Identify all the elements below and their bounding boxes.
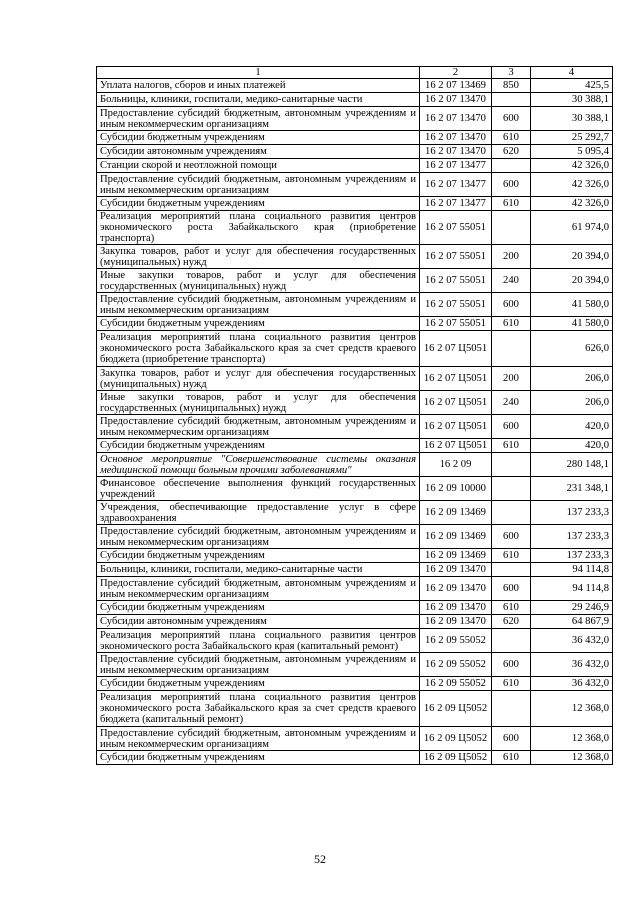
row-expense-type-cell: 850 bbox=[492, 79, 531, 93]
table-body bbox=[97, 79, 613, 765]
row-expense-type-cell: 600 bbox=[492, 653, 531, 677]
row-code-cell: 16 2 07 Ц5051 bbox=[420, 367, 492, 391]
table-row bbox=[97, 525, 613, 549]
row-name-cell: Предоставление субсидий бюджетным, автономным учреждениям и иным некоммерческим организациям bbox=[97, 653, 420, 677]
row-name-cell: Предоставление субсидий бюджетным, автономным учреждениям и иным некоммерческим организациям bbox=[97, 577, 420, 601]
row-code-cell: 16 2 09 13470 bbox=[420, 563, 492, 577]
row-code-cell: 16 2 09 13470 bbox=[420, 601, 492, 615]
row-amount-cell: 137 233,3 bbox=[531, 549, 613, 563]
table-row bbox=[97, 615, 613, 629]
row-name-cell: Предоставление субсидий бюджетным, автономным учреждениям и иным некоммерческим организациям bbox=[97, 525, 420, 549]
row-name-cell: Предоставление субсидий бюджетным, автономным учреждениям и иным некоммерческим организациям bbox=[97, 293, 420, 317]
row-code-cell: 16 2 09 Ц5052 bbox=[420, 727, 492, 751]
row-name-cell: Субсидии бюджетным учреждениям bbox=[97, 439, 420, 453]
row-name-cell: Реализация мероприятий плана социального развития центров экономического роста Забайкальского края за счет средств краевого бюджета (приобретение транспорта) bbox=[97, 331, 420, 367]
row-expense-type-cell bbox=[492, 501, 531, 525]
row-expense-type-cell: 620 bbox=[492, 145, 531, 159]
row-name-cell: Субсидии автономным учреждениям bbox=[97, 145, 420, 159]
row-name-cell: Субсидии бюджетным учреждениям bbox=[97, 601, 420, 615]
row-code-cell: 16 2 09 13470 bbox=[420, 577, 492, 601]
row-expense-type-cell: 600 bbox=[492, 727, 531, 751]
row-code-cell: 16 2 09 13469 bbox=[420, 501, 492, 525]
table-row bbox=[97, 197, 613, 211]
column-header-1: 1 bbox=[97, 67, 420, 79]
row-amount-cell: 61 974,0 bbox=[531, 211, 613, 245]
row-expense-type-cell: 200 bbox=[492, 245, 531, 269]
page-number: 52 bbox=[314, 852, 326, 866]
row-amount-cell: 42 326,0 bbox=[531, 173, 613, 197]
column-header-2: 2 bbox=[420, 67, 492, 79]
row-expense-type-cell: 610 bbox=[492, 677, 531, 691]
row-code-cell: 16 2 07 13469 bbox=[420, 79, 492, 93]
table-row bbox=[97, 211, 613, 245]
row-code-cell: 16 2 07 Ц5051 bbox=[420, 415, 492, 439]
row-amount-cell: 94 114,8 bbox=[531, 577, 613, 601]
row-expense-type-cell bbox=[492, 211, 531, 245]
row-code-cell: 16 2 09 bbox=[420, 453, 492, 477]
row-code-cell: 16 2 09 13469 bbox=[420, 549, 492, 563]
row-code-cell: 16 2 07 55051 bbox=[420, 293, 492, 317]
row-expense-type-cell bbox=[492, 331, 531, 367]
table-row bbox=[97, 367, 613, 391]
table-row bbox=[97, 173, 613, 197]
row-amount-cell: 206,0 bbox=[531, 367, 613, 391]
row-expense-type-cell: 600 bbox=[492, 415, 531, 439]
row-expense-type-cell: 600 bbox=[492, 525, 531, 549]
table-row bbox=[97, 93, 613, 107]
row-amount-cell: 20 394,0 bbox=[531, 269, 613, 293]
row-amount-cell: 5 095,4 bbox=[531, 145, 613, 159]
table-row bbox=[97, 159, 613, 173]
row-code-cell: 16 2 09 Ц5052 bbox=[420, 691, 492, 727]
row-name-cell: Субсидии бюджетным учреждениям bbox=[97, 197, 420, 211]
row-amount-cell: 30 388,1 bbox=[531, 93, 613, 107]
row-code-cell: 16 2 07 55051 bbox=[420, 317, 492, 331]
row-name-cell: Уплата налогов, сборов и иных платежей bbox=[97, 79, 420, 93]
row-code-cell: 16 2 09 10000 bbox=[420, 477, 492, 501]
row-amount-cell: 64 867,9 bbox=[531, 615, 613, 629]
row-code-cell: 16 2 07 13477 bbox=[420, 159, 492, 173]
row-name-cell: Предоставление субсидий бюджетным, автономным учреждениям и иным некоммерческим организациям bbox=[97, 107, 420, 131]
table-row bbox=[97, 293, 613, 317]
row-name-cell: Иные закупки товаров, работ и услуг для обеспечения государственных (муниципальных) нужд bbox=[97, 391, 420, 415]
row-amount-cell: 12 368,0 bbox=[531, 727, 613, 751]
row-expense-type-cell: 610 bbox=[492, 131, 531, 145]
row-amount-cell: 626,0 bbox=[531, 331, 613, 367]
row-amount-cell: 420,0 bbox=[531, 439, 613, 453]
row-name-cell: Предоставление субсидий бюджетным, автономным учреждениям и иным некоммерческим организациям bbox=[97, 727, 420, 751]
row-amount-cell: 137 233,3 bbox=[531, 501, 613, 525]
table-row bbox=[97, 79, 613, 93]
row-name-cell: Больницы, клиники, госпитали, медико-санитарные части bbox=[97, 93, 420, 107]
row-expense-type-cell bbox=[492, 453, 531, 477]
row-amount-cell: 425,5 bbox=[531, 79, 613, 93]
row-name-cell: Предоставление субсидий бюджетным, автономным учреждениям и иным некоммерческим организациям bbox=[97, 173, 420, 197]
row-name-cell: Субсидии бюджетным учреждениям bbox=[97, 751, 420, 765]
row-expense-type-cell bbox=[492, 93, 531, 107]
row-expense-type-cell bbox=[492, 691, 531, 727]
row-amount-cell: 20 394,0 bbox=[531, 245, 613, 269]
row-code-cell: 16 2 07 13470 bbox=[420, 145, 492, 159]
row-amount-cell: 231 348,1 bbox=[531, 477, 613, 501]
row-expense-type-cell bbox=[492, 477, 531, 501]
table-row bbox=[97, 727, 613, 751]
row-expense-type-cell: 610 bbox=[492, 549, 531, 563]
table-row bbox=[97, 107, 613, 131]
row-name-cell: Учреждения, обеспечивающие предоставление услуг в сфере здравоохранения bbox=[97, 501, 420, 525]
row-code-cell: 16 2 09 Ц5052 bbox=[420, 751, 492, 765]
table-row bbox=[97, 415, 613, 439]
row-name-cell: Основное мероприятие "Совершенствование системы оказания медицинской помощи больным прочими заболеваниями" bbox=[97, 453, 420, 477]
table-header-row bbox=[97, 67, 613, 79]
table-row bbox=[97, 331, 613, 367]
row-code-cell: 16 2 09 55052 bbox=[420, 677, 492, 691]
row-amount-cell: 42 326,0 bbox=[531, 159, 613, 173]
row-name-cell: Финансовое обеспечение выполнения функций государственных учреждений bbox=[97, 477, 420, 501]
row-amount-cell: 137 233,3 bbox=[531, 525, 613, 549]
row-expense-type-cell: 240 bbox=[492, 391, 531, 415]
row-name-cell: Реализация мероприятий плана социального развития центров экономического роста Забайкальского края (приобретение транспорта) bbox=[97, 211, 420, 245]
row-code-cell: 16 2 07 55051 bbox=[420, 211, 492, 245]
row-code-cell: 16 2 07 13477 bbox=[420, 173, 492, 197]
row-expense-type-cell: 610 bbox=[492, 601, 531, 615]
row-amount-cell: 12 368,0 bbox=[531, 751, 613, 765]
row-expense-type-cell: 600 bbox=[492, 293, 531, 317]
row-expense-type-cell: 600 bbox=[492, 577, 531, 601]
row-name-cell: Реализация мероприятий плана социального развития центров экономического роста Забайкальского края (капитальный ремонт) bbox=[97, 629, 420, 653]
row-expense-type-cell: 610 bbox=[492, 439, 531, 453]
table-row bbox=[97, 677, 613, 691]
row-amount-cell: 30 388,1 bbox=[531, 107, 613, 131]
row-amount-cell: 41 580,0 bbox=[531, 317, 613, 331]
table-row bbox=[97, 269, 613, 293]
row-name-cell: Субсидии автономным учреждениям bbox=[97, 615, 420, 629]
row-code-cell: 16 2 09 55052 bbox=[420, 653, 492, 677]
table-row bbox=[97, 751, 613, 765]
table-row bbox=[97, 477, 613, 501]
row-amount-cell: 420,0 bbox=[531, 415, 613, 439]
row-expense-type-cell: 240 bbox=[492, 269, 531, 293]
row-name-cell: Субсидии бюджетным учреждениям bbox=[97, 317, 420, 331]
row-amount-cell: 36 432,0 bbox=[531, 629, 613, 653]
row-expense-type-cell: 600 bbox=[492, 107, 531, 131]
row-name-cell: Больницы, клиники, госпитали, медико-санитарные части bbox=[97, 563, 420, 577]
table-row bbox=[97, 391, 613, 415]
row-amount-cell: 36 432,0 bbox=[531, 653, 613, 677]
row-expense-type-cell: 620 bbox=[492, 615, 531, 629]
row-amount-cell: 25 292,7 bbox=[531, 131, 613, 145]
column-header-3: 3 bbox=[492, 67, 531, 79]
table-row bbox=[97, 501, 613, 525]
row-code-cell: 16 2 09 55052 bbox=[420, 629, 492, 653]
table-row bbox=[97, 577, 613, 601]
column-header-4: 4 bbox=[531, 67, 613, 79]
row-amount-cell: 206,0 bbox=[531, 391, 613, 415]
row-code-cell: 16 2 07 Ц5051 bbox=[420, 391, 492, 415]
row-expense-type-cell: 610 bbox=[492, 751, 531, 765]
row-code-cell: 16 2 07 13470 bbox=[420, 131, 492, 145]
row-name-cell: Закупка товаров, работ и услуг для обеспечения государственных (муниципальных) нужд bbox=[97, 367, 420, 391]
row-name-cell: Субсидии бюджетным учреждениям bbox=[97, 677, 420, 691]
row-code-cell: 16 2 07 Ц5051 bbox=[420, 439, 492, 453]
table-row bbox=[97, 131, 613, 145]
row-name-cell: Станции скорой и неотложной помощи bbox=[97, 159, 420, 173]
table-row bbox=[97, 563, 613, 577]
table-row bbox=[97, 653, 613, 677]
table-row bbox=[97, 549, 613, 563]
row-code-cell: 16 2 07 13470 bbox=[420, 107, 492, 131]
row-code-cell: 16 2 07 13470 bbox=[420, 93, 492, 107]
row-name-cell: Субсидии бюджетным учреждениям bbox=[97, 131, 420, 145]
table-row bbox=[97, 245, 613, 269]
row-expense-type-cell: 200 bbox=[492, 367, 531, 391]
table-row bbox=[97, 629, 613, 653]
row-expense-type-cell bbox=[492, 159, 531, 173]
row-name-cell: Субсидии бюджетным учреждениям bbox=[97, 549, 420, 563]
row-amount-cell: 41 580,0 bbox=[531, 293, 613, 317]
row-name-cell: Иные закупки товаров, работ и услуг для обеспечения государственных (муниципальных) нужд bbox=[97, 269, 420, 293]
row-amount-cell: 12 368,0 bbox=[531, 691, 613, 727]
table-row bbox=[97, 691, 613, 727]
row-amount-cell: 36 432,0 bbox=[531, 677, 613, 691]
row-name-cell: Закупка товаров, работ и услуг для обеспечения государственных (муниципальных) нужд bbox=[97, 245, 420, 269]
row-amount-cell: 29 246,9 bbox=[531, 601, 613, 615]
table-row bbox=[97, 439, 613, 453]
row-name-cell: Предоставление субсидий бюджетным, автономным учреждениям и иным некоммерческим организациям bbox=[97, 415, 420, 439]
row-amount-cell: 94 114,8 bbox=[531, 563, 613, 577]
row-code-cell: 16 2 09 13470 bbox=[420, 615, 492, 629]
row-amount-cell: 42 326,0 bbox=[531, 197, 613, 211]
row-amount-cell: 280 148,1 bbox=[531, 453, 613, 477]
table-row bbox=[97, 453, 613, 477]
row-expense-type-cell bbox=[492, 629, 531, 653]
row-expense-type-cell bbox=[492, 563, 531, 577]
row-code-cell: 16 2 07 55051 bbox=[420, 245, 492, 269]
table-row bbox=[97, 601, 613, 615]
row-name-cell: Реализация мероприятий плана социального развития центров экономического роста Забайкальского края за счет средств краевого бюджета (капитальный ремонт) bbox=[97, 691, 420, 727]
row-expense-type-cell: 610 bbox=[492, 317, 531, 331]
row-code-cell: 16 2 07 13477 bbox=[420, 197, 492, 211]
row-code-cell: 16 2 07 55051 bbox=[420, 269, 492, 293]
row-code-cell: 16 2 09 13469 bbox=[420, 525, 492, 549]
budget-table bbox=[96, 66, 613, 765]
table-row bbox=[97, 145, 613, 159]
table-row bbox=[97, 317, 613, 331]
row-expense-type-cell: 610 bbox=[492, 197, 531, 211]
row-expense-type-cell: 600 bbox=[492, 173, 531, 197]
row-code-cell: 16 2 07 Ц5051 bbox=[420, 331, 492, 367]
